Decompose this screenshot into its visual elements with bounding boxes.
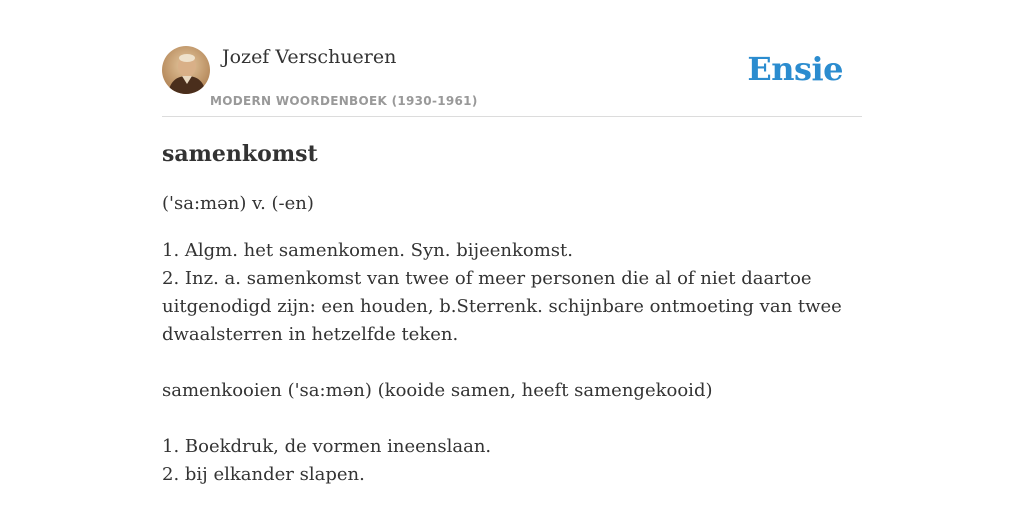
definition-spacer: [162, 349, 862, 377]
definition-line: uitgenodigd zijn: een houden, b.Sterrenk. schijnbare ontmoeting van twee: [162, 296, 842, 317]
source-name[interactable]: MODERN WOORDENBOEK (1930-1961): [210, 94, 478, 108]
definition-line: samenkooien ('sa:mən) (kooide samen, heeft samengekooid): [162, 380, 713, 401]
definition-line: 1. Boekdruk, de vormen ineenslaan.: [162, 436, 492, 457]
author-name[interactable]: Jozef Verschueren: [222, 46, 397, 68]
entry-pronunciation: ('sa:mən) v. (-en): [162, 193, 314, 214]
definition-spacer: [162, 405, 862, 433]
definition-line: 1. Algm. het samenkomen. Syn. bijeenkomst.: [162, 240, 573, 261]
portrait-icon: [162, 46, 210, 94]
entry-definition: [162, 237, 862, 489]
entry-headword: samenkomst: [162, 141, 318, 167]
entry-header: [162, 44, 862, 117]
ensie-logo[interactable]: Ensie: [747, 50, 843, 88]
author-avatar[interactable]: [162, 46, 210, 94]
definition-line: 2. Inz. a. samenkomst van twee of meer personen die al of niet daartoe: [162, 268, 812, 289]
definition-line: dwaalsterren in hetzelfde teken.: [162, 324, 459, 345]
entry-content: [162, 138, 862, 489]
definition-line: 2. bij elkander slapen.: [162, 464, 365, 485]
